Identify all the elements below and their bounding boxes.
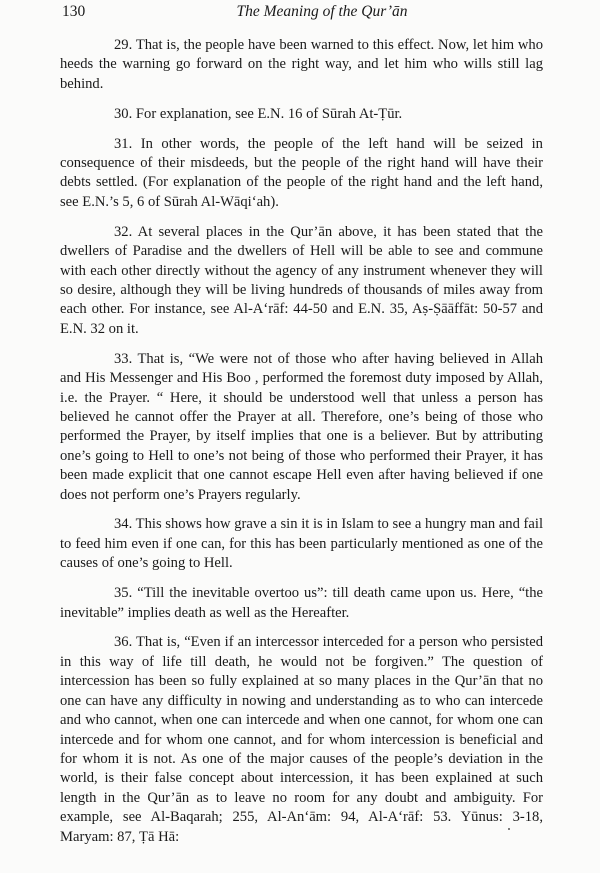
note-35 (60, 584, 543, 623)
page-header (62, 3, 542, 25)
note-number: 36. (114, 634, 133, 651)
note-text: That is, “Even if an intercessor interceded for a person who persisted in this way of life till death, he would not be forgiven.” The question of intercession has been so fully explained at so many places in the Qur’ān that no one can have any difficulty in nowing and understanding as to who can intercede and who cannot, when one can intercede and when one cannot, for whom one can intercede and for whom one cannot, and for whom intercession is beneficial and for whom it is not. As one of the major causes of the people’s deviation in the world, is their false concept about intercession, it has been explained at such length in the Qur’ān as to leave no room for any doubt and ambiguity. For example, see Al-Baqarah; 255, Al-An‘ām: 94, Al-A‘rāf: 53. Yūnus: 3-18, Maryam: 87, Ṭā Hā: (60, 634, 543, 845)
page-number: 130 (62, 3, 86, 20)
running-title: The Meaning of the Qur’ān (236, 3, 408, 20)
note-text: For explanation, see E.N. 16 of Sūrah At-Ṭūr. (135, 105, 403, 122)
note-text: In other words, the people of the left hand will be seized in consequence of their misdeeds, but the people of the right hand will have their debts settled. (For explanation of the people of the right hand and the left hand, see E.N.’s 5, 6 of Sūrah Al-Wāqi‘ah). (60, 135, 543, 210)
note-text: At several places in the Qur’ān above, it has been stated that the dwellers of Paradise and the dwellers of Hell will be able to see and commune with each other directly without the agency of any instrument whenever they will so desire, although they will be living hundreds of thousands of miles away from each other. For instance, see Al-A‘rāf: 44-50 and E.N. 35, Aṣ-Ṣāāffāt: 50-57 and E.N. 32 on it. (60, 223, 544, 337)
note-number: 34. (114, 516, 133, 533)
note-30 (60, 105, 543, 124)
note-number: 35. (114, 585, 133, 602)
note-text: “Till the inevitable overtoo us”: till death came upon us. Here, “the inevitable” implies death as well as the Hereafter. (60, 585, 544, 621)
note-number: 30. (114, 105, 133, 122)
note-number: 32. (114, 223, 133, 240)
explanatory-notes (60, 36, 543, 857)
note-number: 31. (114, 135, 133, 152)
note-29 (60, 36, 543, 94)
note-number: 29. (114, 37, 133, 53)
scan-speck (508, 828, 510, 830)
note-34 (60, 515, 543, 573)
note-text: This shows how grave a sin it is in Islam to see a hungry man and fail to feed him even if one can, for this has been particularly mentioned as one of the causes of one’s going to Hell. (60, 516, 543, 572)
note-text: That is, “We were not of those who after having believed in Allah and His Messenger and His Boo , performed the foremost duty imposed by Allah, i.e. the Prayer. “ Here, it should be understood well that unless a person has believed he cannot offer the Prayer at all. Therefore, one’s being of those who performed the Prayer, by itself implies that one is a believer. But by attributing one’s going to Hell to one’s not being of those who performed their Prayer, it has been made explicit that one cannot escape Hell even after having believed if one does not perform one’s Prayers regularly. (60, 350, 543, 503)
note-text: That is, the people have been warned to this effect. Now, let him who heeds the warning go forward on the right way, and let him who wills still lag behind. (60, 37, 544, 92)
note-33 (60, 350, 543, 505)
note-36 (60, 633, 543, 846)
note-32 (60, 223, 543, 339)
note-31 (60, 135, 543, 213)
note-number: 33. (114, 350, 133, 367)
